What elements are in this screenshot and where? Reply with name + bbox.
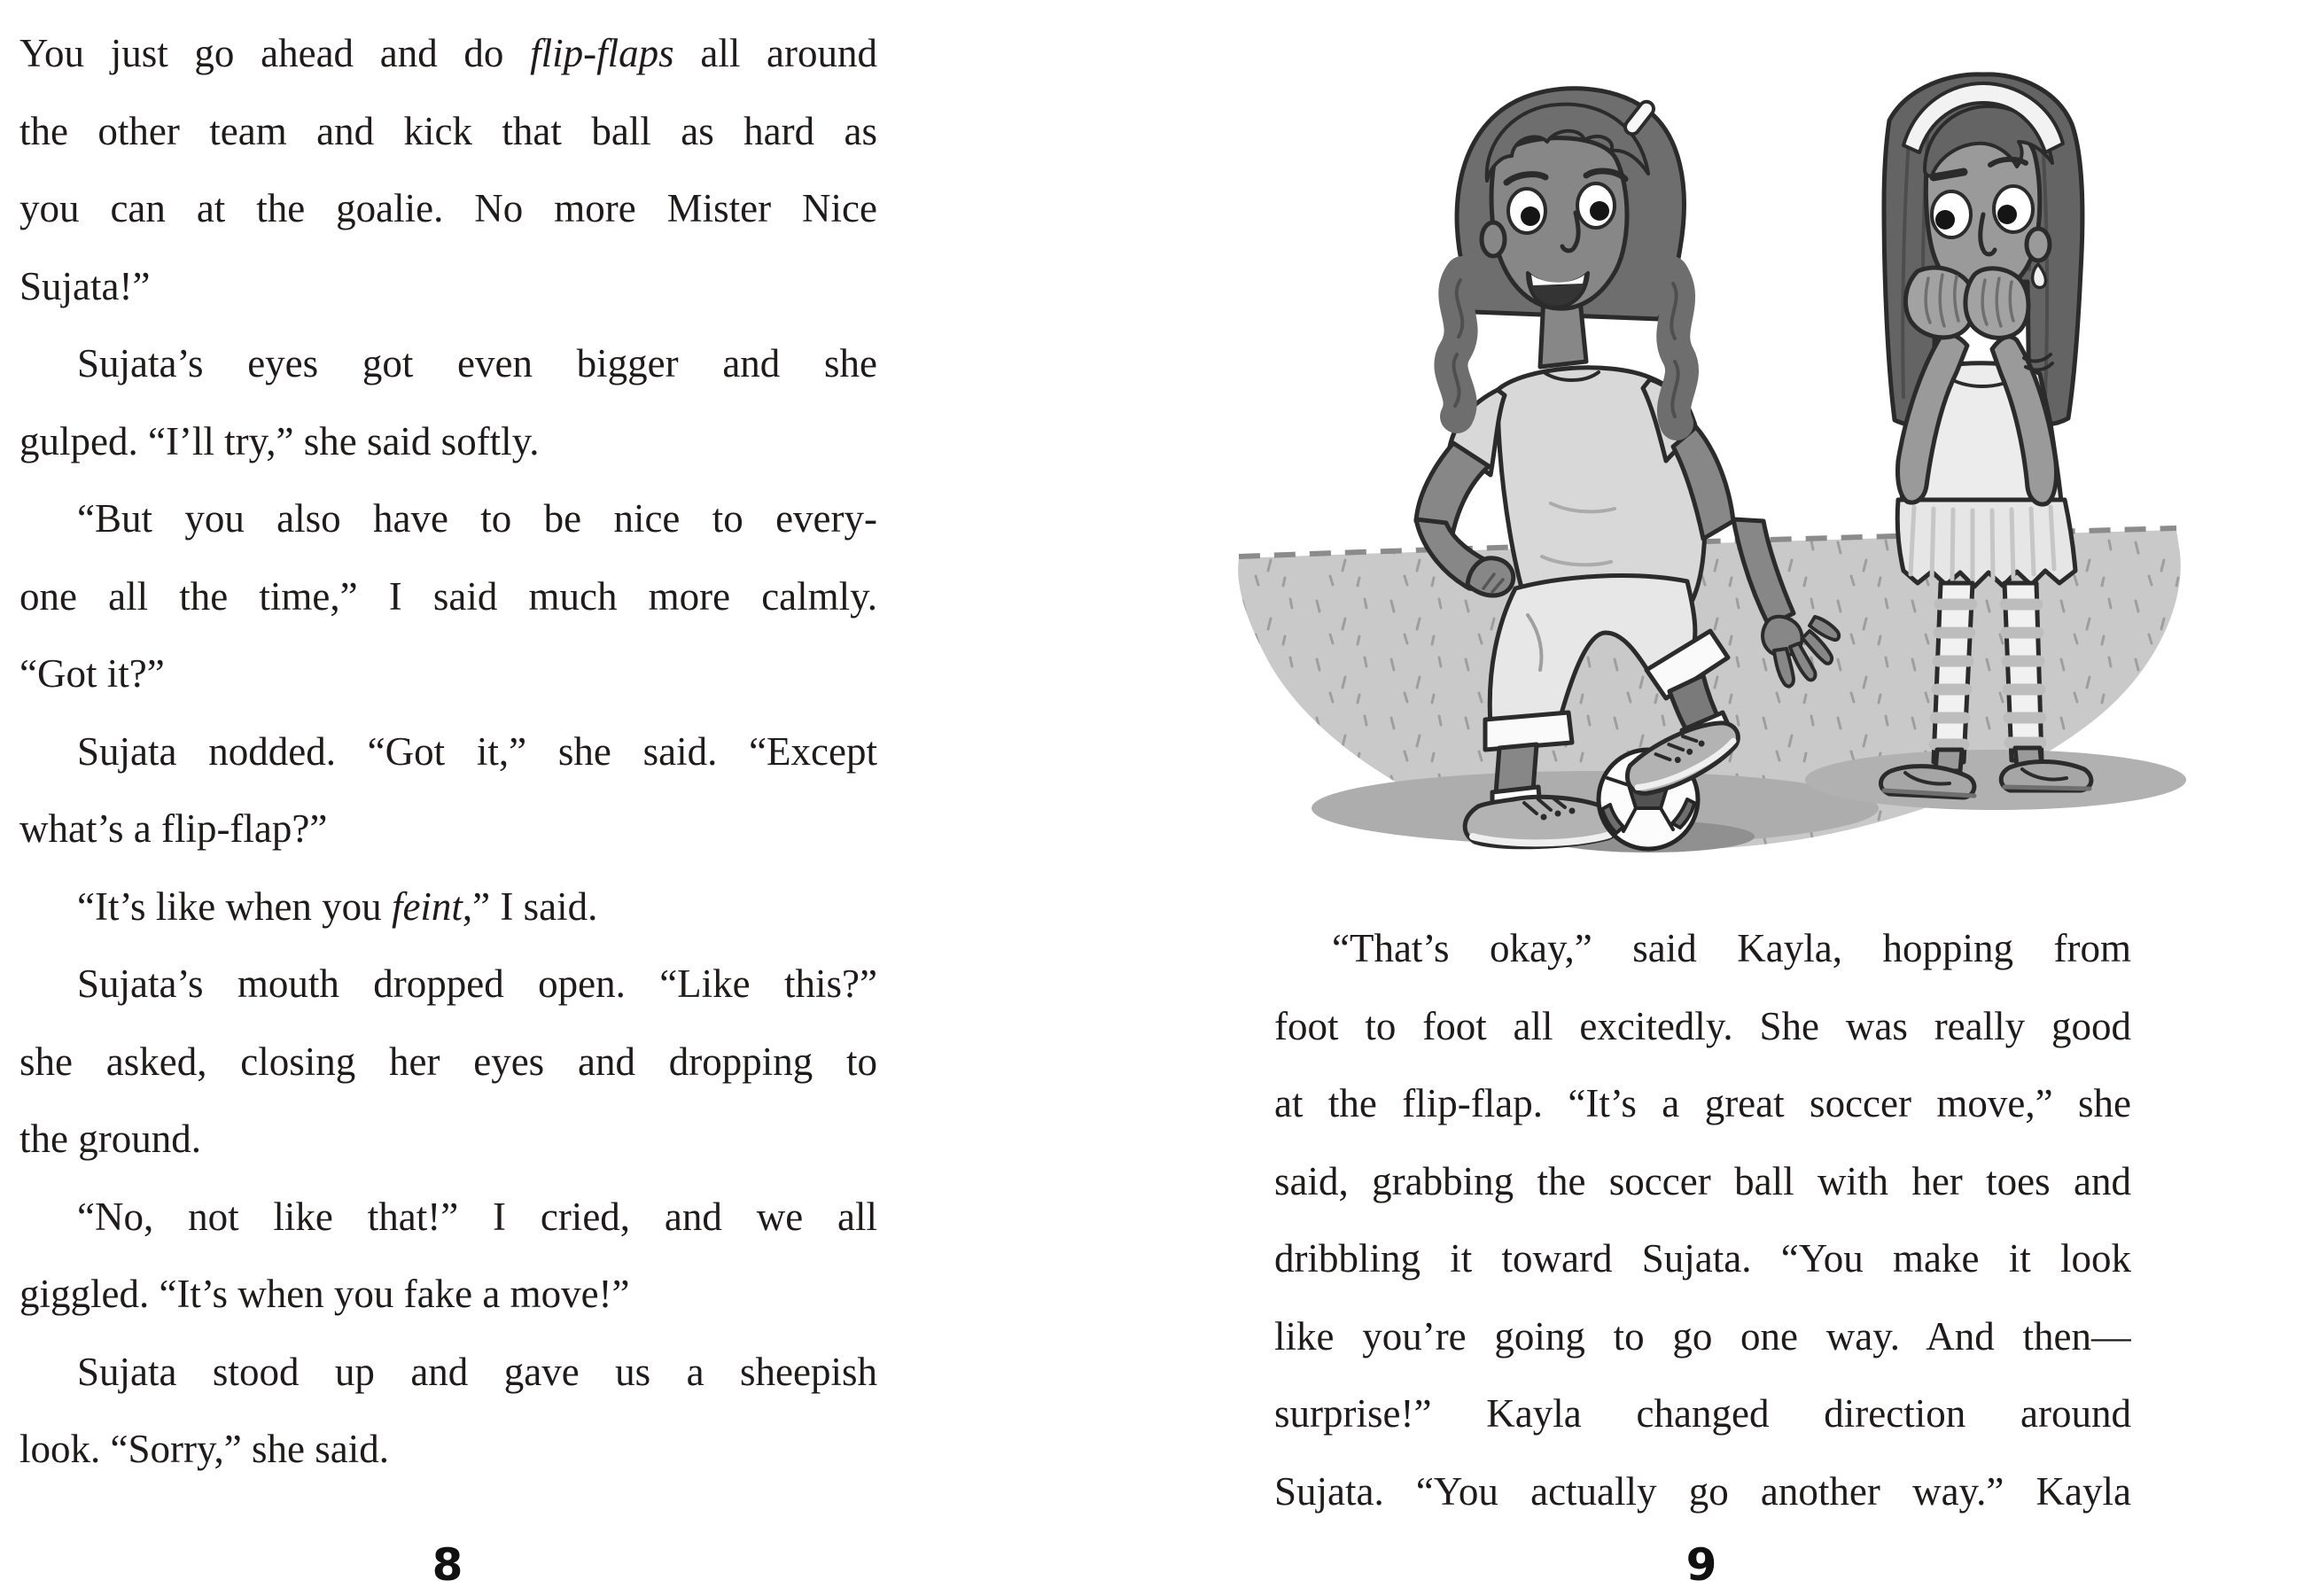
text-line: one all the time,” I said much more calmly. <box>19 573 877 619</box>
text-line: she asked, closing her eyes and dropping to <box>19 1039 877 1084</box>
text-line: foot to foot all excitedly. She was really good <box>1274 1003 2131 1048</box>
text-line: Sujata’s eyes got even bigger and she <box>77 341 877 385</box>
text-line: Sujata!” <box>19 263 151 308</box>
text-line: gulped. “I’ll try,” she said softly. <box>19 418 540 463</box>
right-page-text <box>1274 910 2131 1530</box>
text-line: “No, not like that!” I cried, and we all <box>77 1194 877 1239</box>
text-line: Sujata stood up and gave us a sheepish <box>77 1349 877 1394</box>
text-line: you can at the goalie. No more Mister Nice <box>19 186 877 230</box>
text-line: Sujata nodded. “Got it,” she said. “Except <box>77 728 877 774</box>
text-line: the ground. <box>19 1117 201 1161</box>
text-line: what’s a flip-flap?” <box>19 806 328 851</box>
text-line: “But you also have to be nice to every- <box>77 496 877 541</box>
text-line: dribbling it toward Sujata. “You make it look <box>1274 1236 2131 1281</box>
text-line: surprise!” Kayla changed direction around <box>1274 1391 2131 1436</box>
text-line: giggled. “It’s when you fake a move!” <box>19 1272 630 1316</box>
left-page-text <box>19 15 877 1489</box>
right-page-number: 9 <box>1685 1539 1717 1591</box>
text-line: “It’s like when you feint,” I said. <box>77 884 598 929</box>
text-line: the other team and kick that ball as hard as <box>19 108 877 153</box>
text-line: You just go ahead and do flip-flaps all around <box>19 31 877 75</box>
text-line: at the flip-flap. “It’s a great soccer move,” she <box>1274 1081 2131 1125</box>
text-line: like you’re going to go one way. And then— <box>1274 1313 2131 1359</box>
text-line: said, grabbing the soccer ball with her toes and <box>1274 1158 2131 1203</box>
text-line: “Got it?” <box>19 651 165 696</box>
text-line: look. “Sorry,” she said. <box>19 1427 389 1471</box>
illustration-two-girls-soccer <box>1232 7 2189 867</box>
text-line: Sujata. “You actually go another way.” Kayla <box>1274 1468 2131 1514</box>
left-page-number: 8 <box>432 1539 463 1591</box>
text-line: “That’s okay,” said Kayla, hopping from <box>1332 926 2131 970</box>
text-line: Sujata’s mouth dropped open. “Like this?” <box>77 961 877 1006</box>
